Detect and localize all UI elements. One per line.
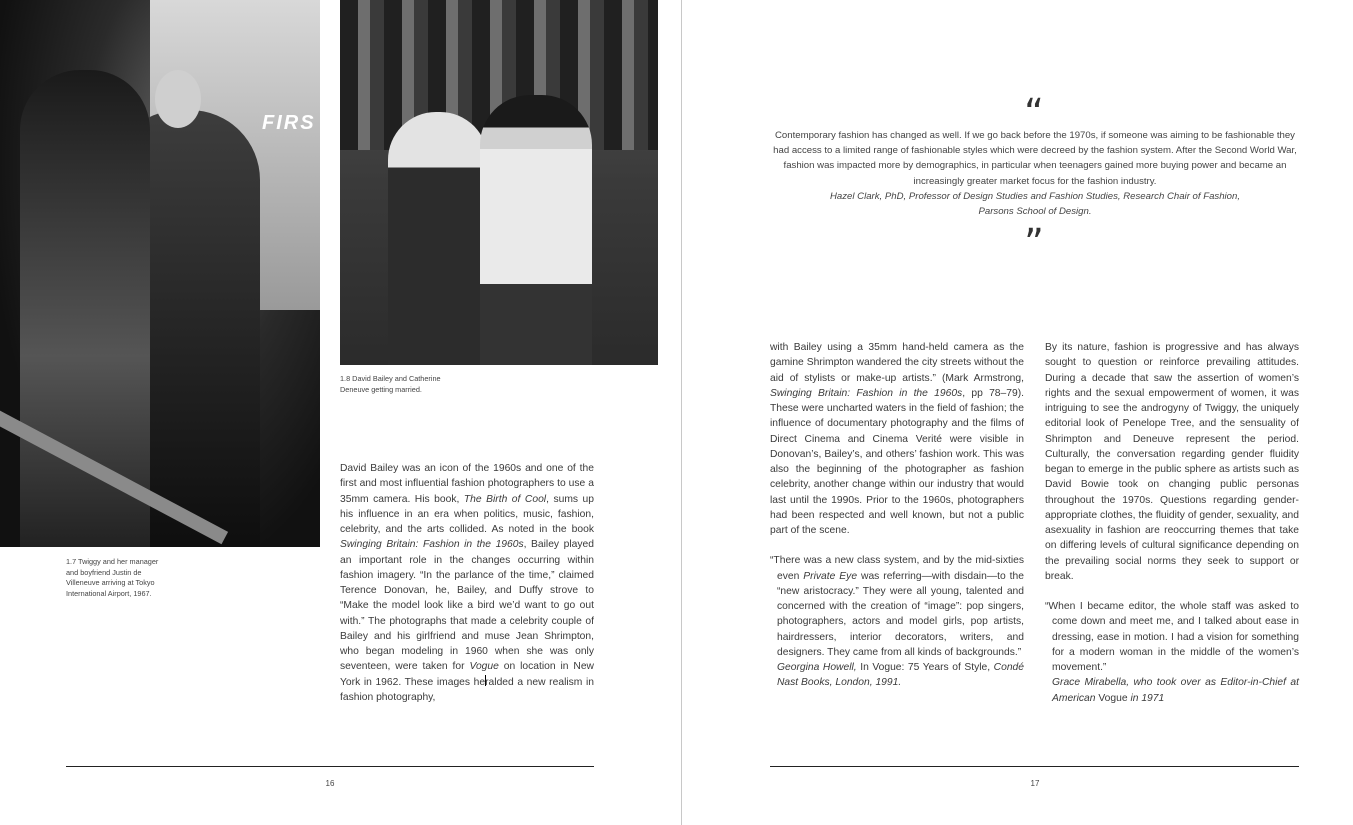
pull-quote-text: Contemporary fashion has changed as well. If we go back before the 1970s, if someone was aiming to be fashionable they had access to a limited range of fashionable styles which were decreed by the fashion system. After the Second World War, fashion was impacted more by demographics, in particular when teenagers gained more buying power and became an increasingly greater market focus for the fashion industry. [773,130,1297,187]
pull-quote-attribution: Parsons School of Design. [978,206,1092,218]
caption-line: Deneuve getting married. [340,384,422,394]
text: , Bailey played an important role in the changes occurring within fashion imagery. “In the parlance of the time,” claimed Terence Donovan, he, Bailey, and Duffy strove to “Make the model look like a bird we’d want to go out with.” The photographs that made a celebrity couple of Bailey and his girlfriend and muse Jean Shrimpton, who began modeling in 1960 when she was only seventeen, were taken for [340,539,594,673]
text: ralded a new realism in fashion photography, [340,676,594,703]
quote-attribution: Georgina Howell, [777,662,861,673]
photo-twiggy-airport [0,0,320,547]
right-column-2 [1045,340,1299,706]
text: with Bailey using a 35mm hand-held camera as the gamine Shrimpton wandered the city streets without the aid of stylists or make-up artists.” (Mark Armstrong, [770,342,1024,384]
text: , sums up his influence in an era when politics, music, fashion, celebrity, and the arts collided. As noted in the book [340,493,595,535]
figure-deneuve [388,112,488,365]
quote-attribution: Condé Nast Books, London, 1991. [777,662,1024,689]
page-number-right: 17 [1030,779,1040,788]
paragraph: By its nature, fashion is progressive and has always sought to question or reinforce prevailing attitudes. During a decade that saw the assertion of women’s rights and the sexual empowerment of women, it was intriguing to see the androgyny of Twiggy, the uniquely editorial look of Penelope Tree, and the sensuality of Shrimpton and Deneuve represent the period. Culturally, the conversation regarding gender fluidity began to emerge in the public sphere as artists such as David Bowie took on changing public personas throughout the 1970s. Questions regarding gender-appropriate clothes, the fluidity of gender, sexuality, and asexuality in fashion are reoccurring themes that take on differing levels of cultural significance depending on the prevailing social norms they seek to support or break. [1045,342,1299,582]
pull-quote-attribution: Hazel Clark, PhD, Professor of Design Studies and Fashion Studies, Research Chair of Fashion, [829,190,1241,202]
caption-line: International Airport, 1967. [66,588,152,598]
text: David Bailey was an icon of the 1960s and one of the first and most influential fashion photographers to use a 35mm camera. His book, [340,463,594,505]
text: “There was a new class system, and by the mid-sixties even [770,555,1024,582]
pull-quote [770,128,1300,219]
figure-bailey [480,95,592,365]
footer-rule-right [770,766,1299,767]
open-quote-icon: “ [1024,91,1044,135]
close-quote-icon: ” [1024,221,1044,265]
photo-bailey-deneuve-wedding [340,0,658,365]
footer-rule-left [66,766,594,767]
face [155,70,201,128]
figure-justin [20,70,150,547]
airplane-sign: FIRS [262,112,316,134]
quote-attribution: In Vogue: 75 Years of Style, [860,662,994,673]
block-quote [1045,599,1299,706]
left-body-text[interactable] [340,461,594,705]
quote-attribution: in 1971 [1127,692,1165,704]
book-title: The Birth of Cool [463,493,547,505]
caption-line: 1.8 David Bailey and Catherine [340,374,441,383]
caption-line: and boyfriend Justin de [66,567,142,577]
book-title: Swinging Britain: Fashion in the 1960s [340,539,524,551]
text: on location in New York in 1962. These images he [340,661,594,688]
quote-attribution: Grace Mirabella, who took over as Editor-in-Chief at American [1052,677,1299,704]
block-quote [770,553,1024,690]
text: “When I became editor, the whole staff was asked to come down and meet me, and I talked about ease in dressing, ease in motion. I had a vision for something for a modern woman in the middle of the women’s movement.” [1045,601,1299,673]
text: was referring—with disdain—to the “new aristocracy.” They were all young, talented and concerned with the creation of “image”: pop singers, photographers, actors and model girls, pop artists, hairdressers, interior decorators, writers, and designers. They came from all kinds of backgrounds.” [777,570,1024,658]
caption-1-8 [340,374,441,395]
caption-line: Villeneuve arriving at Tokyo [66,578,155,587]
caption-1-7 [66,557,158,599]
magazine-title: Private Eye [803,570,858,582]
book-title: Swinging Britain: Fashion in the 1960s [770,387,963,399]
magazine-title: Vogue [469,661,499,673]
page-gutter [681,0,682,825]
right-column-1 [770,340,1024,691]
page-number-left: 16 [325,779,335,788]
caption-line: 1.7 Twiggy and her manager [66,557,159,566]
text: , pp 78–79). These were uncharted waters in the field of fashion; the influence of documentary photography and the films of Direct Cinema and Cinema Verité were visible in Donovan’s, Bailey’s, and others’ fashion work. This was also the beginning of the photographer as fashion celebrity, another change within our industry that would last until the 1990s. Prior to the 1960s, photographers had been respected and well known, but not a public part of the scene. [770,387,1024,536]
magazine-title: Vogue [1098,692,1128,704]
